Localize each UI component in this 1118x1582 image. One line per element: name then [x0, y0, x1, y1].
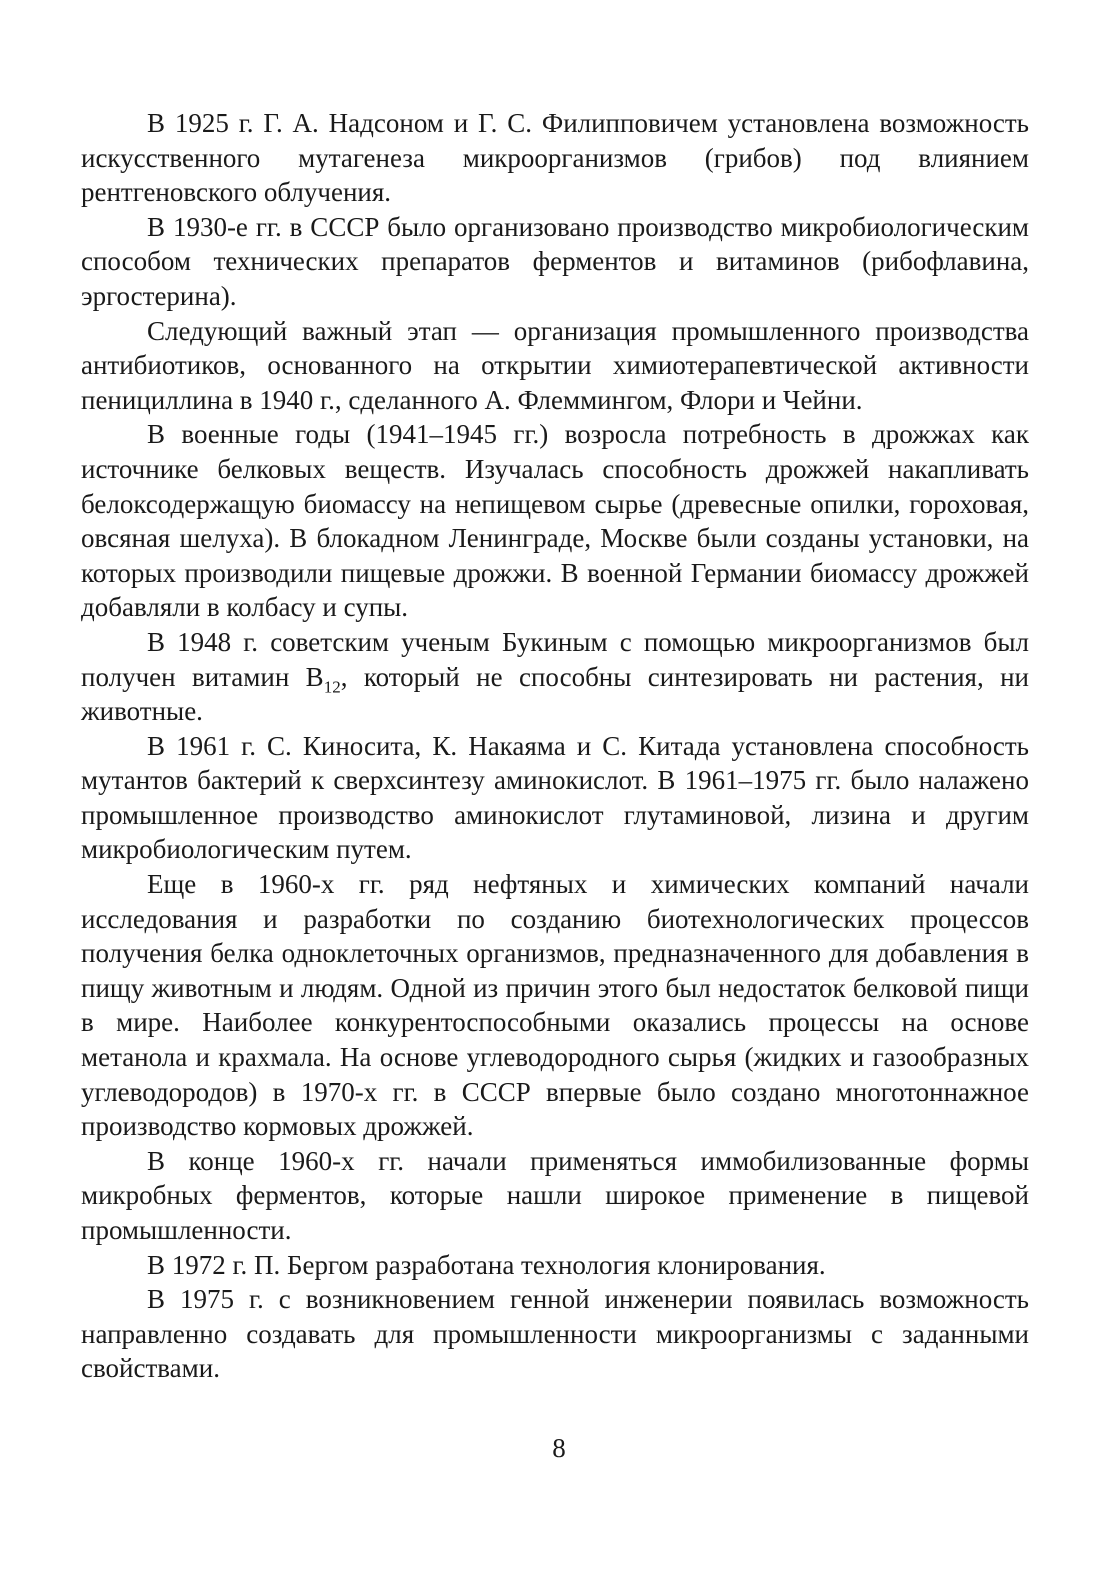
paragraph-genetic-engineering-1975: В 1975 г. с возникновением генной инженерии появилась возможность направленно создавать для промышленности микроорганизмы с заданными свойствами.	[81, 1284, 1029, 1384]
paragraph-cloning-1972: В 1972 г. П. Бергом разработана технология клонирования.	[147, 1249, 826, 1280]
paragraph-war-years-yeast: В военные годы (1941–1945 гг.) возросла потребность в дрожжах как источнике белковых веществ. Изучалась способность дрожжей накапливать белоксодержащую биомассу на непищевом сырье (древесные опилки, гороховая, овсяная шелуха). В блокадном Ленинграде, Москве были созданы установки, на которых производили пищевые дрожжи. В военной Германии биомассу дрожжей добавляли в колбасу и супы.	[81, 419, 1029, 623]
paragraph-single-cell-protein: Еще в 1960-х гг. ряд нефтяных и химических компаний начали исследования и разработки по созданию биотехнологических процессов получения белка одноклеточных организмов, предназначенного для добавления в пищу животным и людям. Одной из причин этого был недостаток белковой пищи в мире. Наиболее конкурентоспособными оказались процессы на основе метанола и крахмала. На основе углеводородного сырья (жидких и газообразных углеводородов) в 1970-х гг. в СССР впервые было создано многотоннажное производство кормовых дрожжей.	[81, 869, 1029, 1142]
body-text	[81, 106, 1029, 1386]
paragraph-antibiotics: Следующий важный этап — организация промышленного производства антибиотиков, основанного на открытии химиотерапевтической активности пенициллина в 1940 г., сделанного А. Флеммингом, Флори и Чейни.	[81, 315, 1029, 415]
vitamin-b12-text-before: В 1948 г. советским ученым Букиным с помощью микроорганизмов был получен витамин В	[81, 626, 1029, 692]
vitamin-b12-subscript: 12	[323, 676, 341, 696]
page-number: 8	[552, 1433, 566, 1463]
vitamin-b12-text-after: , который не способны синтезировать ни растения, ни животные.	[81, 661, 1029, 727]
paragraph-amino-acids: В 1961 г. С. Киносита, К. Накаяма и С. Китада установлена способность мутантов бактерий к сверхсинтезу аминокислот. В 1961–1975 гг. было налажено промышленное производство аминокислот глутаминовой, лизина и другим микробиологическим путем.	[81, 730, 1029, 865]
paragraph-nadson-1925: В 1925 г. Г. А. Надсоном и Г. С. Филипповичем установлена возможность искусственного мутагенеза микроорганизмов (грибов) под влиянием рентгеновского облучения.	[81, 108, 1029, 208]
paragraph-vitamin-b12	[81, 625, 1029, 729]
paragraph-ussr-1930s: В 1930-е гг. в СССР было организовано производство микробиологическим способом технических препаратов ферментов и витаминов (рибофлавина, эргостерина).	[81, 211, 1029, 311]
paragraph-immobilized-enzymes: В конце 1960-х гг. начали применяться иммобилизованные формы микробных ферментов, которые нашли широкое применение в пищевой промышленности.	[81, 1145, 1029, 1245]
